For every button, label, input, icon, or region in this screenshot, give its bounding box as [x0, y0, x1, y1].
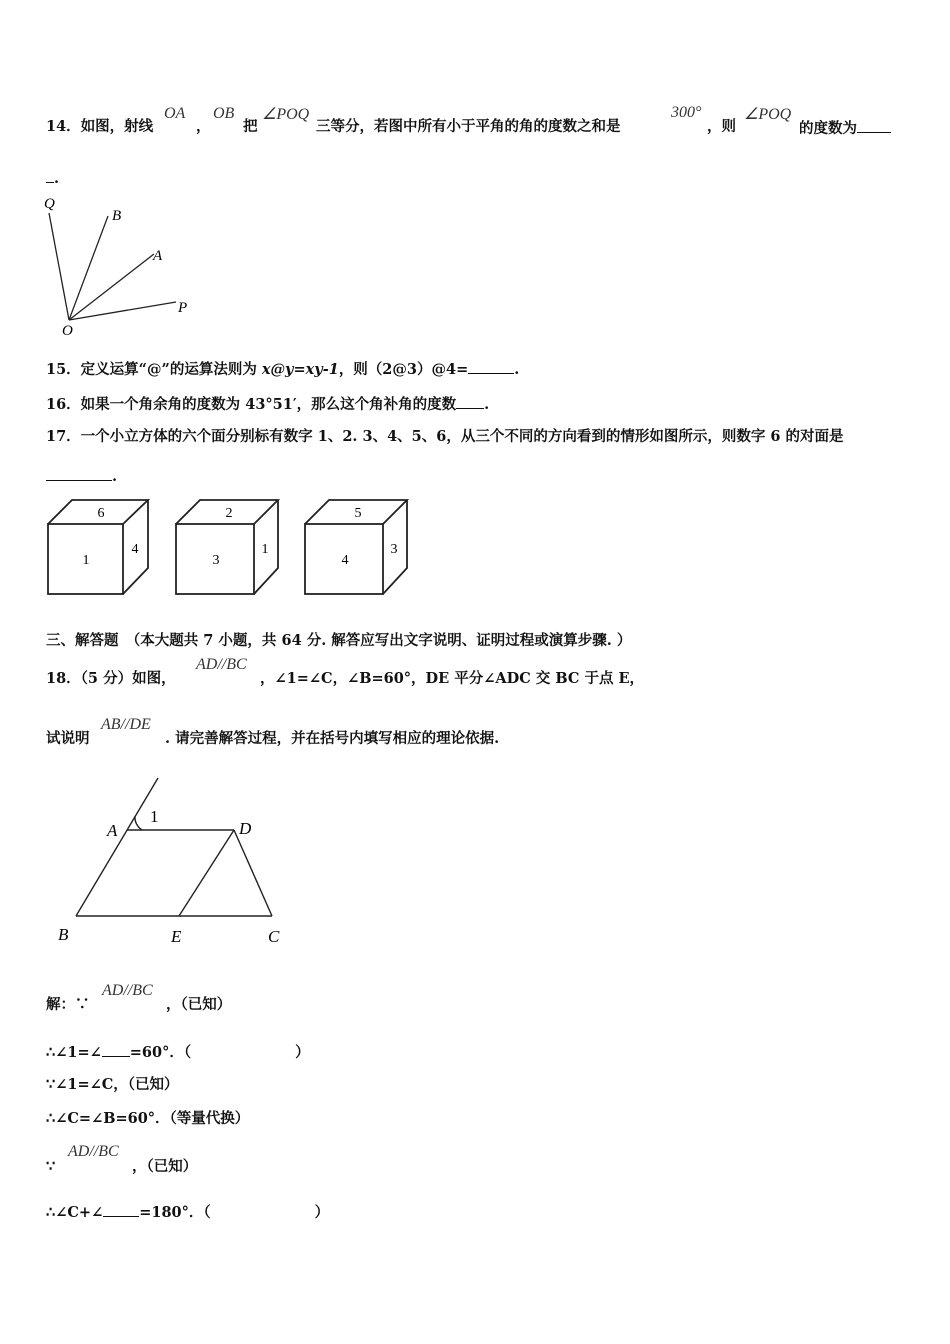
answer-blank: [456, 394, 484, 409]
cube-3-top: 5: [354, 506, 362, 521]
q14-then: ，则: [707, 118, 736, 135]
solution-line-5: ∴∠C+∠ =180°．（ ）: [46, 1204, 330, 1221]
cube-1-front: 1: [82, 553, 90, 568]
solution-line-2: ∵∠1=∠C，（已知）: [46, 1076, 179, 1093]
label-b: B: [112, 208, 122, 224]
ray-oa-label: OA: [164, 105, 186, 122]
ad-parallel-bc-label-2: AD//BC: [102, 982, 153, 999]
ray-ob-label: OB: [213, 105, 235, 122]
figure-trapezoid: [50, 770, 300, 950]
ad-parallel-bc-label: AD//BC: [196, 656, 247, 673]
cube-1-top: 6: [97, 506, 105, 521]
q14-end: .: [46, 168, 59, 188]
solution-line-1: ∴∠1=∠ =60°．（ ）: [46, 1044, 310, 1061]
label-b: B: [58, 925, 69, 944]
label-angle-1: 1: [150, 807, 159, 826]
answer-blank: [857, 118, 891, 133]
cube-2: [174, 498, 284, 598]
cube-2-top: 2: [225, 506, 233, 521]
cube-1-side: 4: [131, 542, 139, 557]
q14-line: 14．如图，射线: [46, 118, 154, 135]
figure-rays: [36, 192, 206, 342]
answer-blank: [468, 359, 514, 374]
answer-blank: [46, 466, 112, 481]
q14-text: 三等分，若图中所有小于平角的角的度数之和是: [316, 118, 621, 135]
cube-3-side: 3: [390, 542, 398, 557]
ray-op: [69, 302, 176, 320]
line-ba-extended: [76, 778, 158, 916]
cube-2-front: 3: [212, 553, 220, 568]
label-p: P: [178, 300, 188, 316]
angle-poq-label-2: ∠POQ: [744, 106, 792, 123]
cube-3: [303, 498, 413, 598]
answer-blank: [46, 168, 54, 183]
segment-dc: [234, 830, 272, 916]
label-a: A: [153, 248, 163, 264]
label-o: O: [62, 323, 73, 339]
angle-1-arc: [135, 816, 142, 830]
q14-ba: 把: [243, 118, 258, 135]
label-a: A: [107, 821, 118, 840]
cube-3-front: 4: [341, 553, 349, 568]
q17-line: 17．一个小立方体的六个面分别标有数字 1、2. 3、4、5、6，从三个不同的方向看到的情形如图所示，则数字 6 的对面是: [46, 428, 844, 445]
q16-line: 16．如果一个角余角的度数为 43°51′，那么这个角补角的度数 .: [46, 396, 490, 413]
q18-show: 试说明: [46, 730, 90, 747]
segment-de: [179, 830, 234, 916]
solution-known-1: ，（已知）: [166, 996, 232, 1013]
cube-1: [46, 498, 156, 598]
solution-line-3: ∴∠C=∠B=60°．（等量代换）: [46, 1110, 250, 1127]
cube-2-side: 1: [261, 542, 269, 557]
section-heading: 三、解答题 （本大题共 7 小题，共 64 分. 解答应写出文字说明、证明过程或演算步骤. ）: [46, 632, 632, 649]
q14-comma: ，: [196, 118, 211, 135]
q18-conditions: ，∠1=∠C，∠B=60°，DE 平分∠ADC 交 BC 于点 E，: [260, 670, 645, 687]
q15-line: 15．定义运算“@”的运算法则为 x@y=xy-1，则（2@3）@4= .: [46, 361, 520, 378]
q14-ask: 的度数为: [799, 118, 891, 138]
q18-tail: . 请完善解答过程，并在括号内填写相应的理论依据.: [165, 730, 500, 747]
solution-known-2: ，（已知）: [132, 1158, 198, 1175]
q18-head: 18．（5 分）如图，: [46, 670, 176, 687]
q17-end: .: [46, 466, 117, 486]
answer-blank: [102, 1042, 130, 1057]
ab-parallel-de-label: AB//DE: [101, 716, 151, 733]
ray-oq: [49, 213, 69, 320]
angle-poq-label: ∠POQ: [262, 106, 310, 123]
ad-parallel-bc-label-3: AD//BC: [68, 1143, 119, 1160]
label-d: D: [239, 819, 252, 838]
degree-300-label: 300°: [671, 104, 702, 121]
answer-blank: [103, 1202, 139, 1217]
label-c: C: [268, 927, 280, 946]
label-e: E: [171, 927, 182, 946]
label-q: Q: [44, 196, 55, 212]
solution-line-4: ∵: [46, 1158, 56, 1175]
solution-start: 解：∵: [46, 996, 90, 1013]
